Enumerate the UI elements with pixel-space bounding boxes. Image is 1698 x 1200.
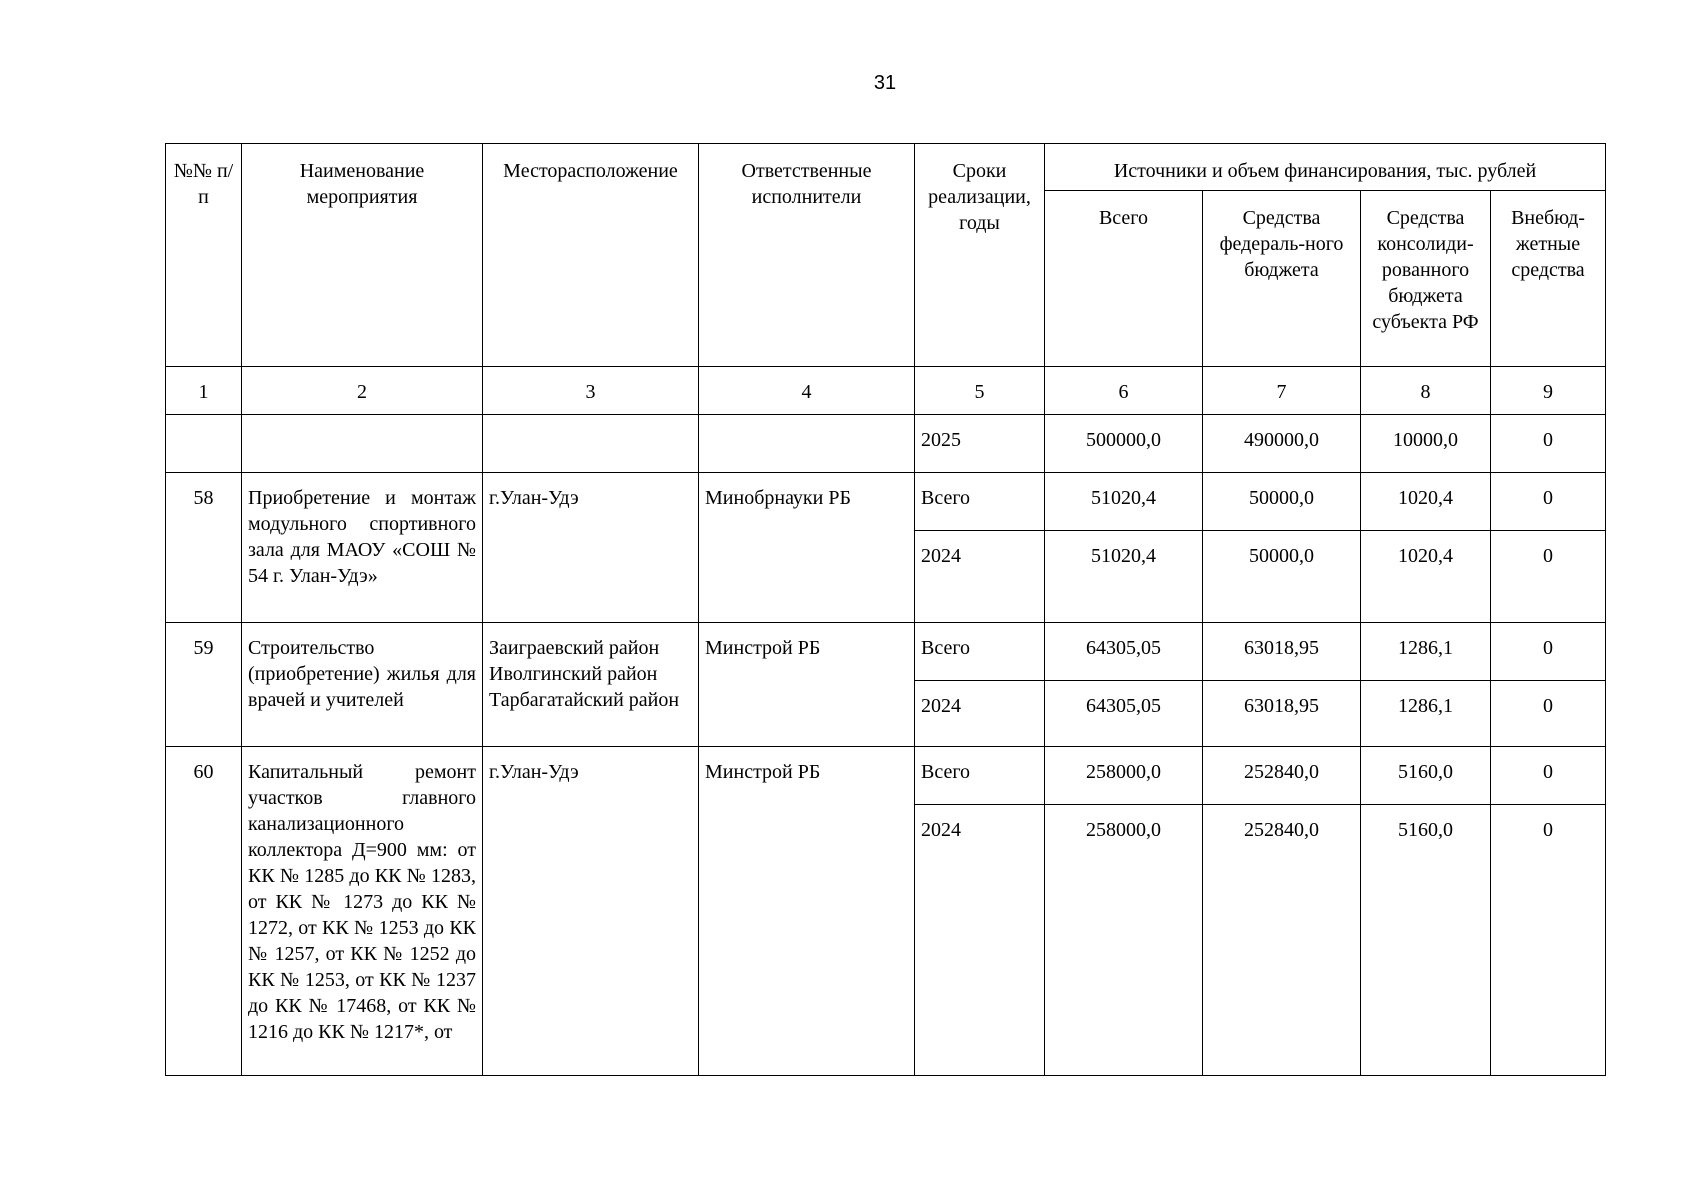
header-executors: Ответственные исполнители (699, 144, 915, 367)
header-location: Месторасположение (483, 144, 699, 367)
header-total: Всего (1045, 191, 1203, 367)
table-row (166, 623, 1606, 681)
period-cell: Всего (915, 747, 1045, 805)
total-cell: 258000,0 (1045, 747, 1203, 805)
column-number: 2 (242, 367, 483, 415)
item-num: 58 (166, 473, 242, 623)
header-extra: Внебюд-жетные средства (1491, 191, 1606, 367)
empty-cell (242, 415, 483, 473)
total-cell: 64305,05 (1045, 623, 1203, 681)
extra-cell: 0 (1491, 415, 1606, 473)
column-number: 1 (166, 367, 242, 415)
regional-cell: 1286,1 (1361, 623, 1491, 681)
federal-cell: 63018,95 (1203, 681, 1361, 747)
column-number: 6 (1045, 367, 1203, 415)
continuation-row (166, 415, 1606, 473)
item-executor: Минстрой РБ (699, 747, 915, 1076)
item-location: Заиграевский район Иволгинский район Тарбагатайский район (483, 623, 699, 747)
column-number: 7 (1203, 367, 1361, 415)
item-executor: Минобрнауки РБ (699, 473, 915, 623)
table-row (166, 473, 1606, 531)
column-number: 4 (699, 367, 915, 415)
period-cell: 2025 (915, 415, 1045, 473)
header-name: Наименование мероприятия (242, 144, 483, 367)
item-name: Приобретение и монтаж модульного спортивного зала для МАОУ «СОШ № 54 г. Улан-Удэ» (242, 473, 483, 623)
federal-cell: 252840,0 (1203, 805, 1361, 1076)
header-regional: Средства консолиди-рованного бюджета субъекта РФ (1361, 191, 1491, 367)
regional-cell: 1286,1 (1361, 681, 1491, 747)
empty-cell (699, 415, 915, 473)
extra-cell: 0 (1491, 805, 1606, 1076)
item-location: г.Улан-Удэ (483, 747, 699, 1076)
empty-cell (166, 415, 242, 473)
header-financing: Источники и объем финансирования, тыс. рублей (1045, 144, 1606, 191)
empty-cell (483, 415, 699, 473)
header-period: Сроки реализации, годы (915, 144, 1045, 367)
extra-cell: 0 (1491, 747, 1606, 805)
header-federal: Средства федераль-ного бюджета (1203, 191, 1361, 367)
period-cell: 2024 (915, 681, 1045, 747)
financing-table (165, 143, 1606, 1076)
column-number: 9 (1491, 367, 1606, 415)
item-name: Строительство (приобретение) жилья для врачей и учителей (242, 623, 483, 747)
federal-cell: 252840,0 (1203, 747, 1361, 805)
regional-cell: 5160,0 (1361, 747, 1491, 805)
item-location: г.Улан-Удэ (483, 473, 699, 623)
period-cell: Всего (915, 473, 1045, 531)
extra-cell: 0 (1491, 531, 1606, 623)
page-number: 31 (873, 72, 897, 94)
regional-cell: 1020,4 (1361, 473, 1491, 531)
total-cell: 258000,0 (1045, 805, 1203, 1076)
item-num: 59 (166, 623, 242, 747)
extra-cell: 0 (1491, 623, 1606, 681)
regional-cell: 5160,0 (1361, 805, 1491, 1076)
item-num: 60 (166, 747, 242, 1076)
total-cell: 51020,4 (1045, 473, 1203, 531)
federal-cell: 63018,95 (1203, 623, 1361, 681)
regional-cell: 1020,4 (1361, 531, 1491, 623)
federal-cell: 50000,0 (1203, 473, 1361, 531)
total-cell: 51020,4 (1045, 531, 1203, 623)
header-row (166, 144, 1606, 191)
column-number: 3 (483, 367, 699, 415)
federal-cell: 490000,0 (1203, 415, 1361, 473)
extra-cell: 0 (1491, 473, 1606, 531)
federal-cell: 50000,0 (1203, 531, 1361, 623)
period-cell: 2024 (915, 531, 1045, 623)
table-row (166, 747, 1606, 805)
item-name: Капитальный ремонт участков главного канализационного коллектора Д=900 мм: от КК № 1285 до КК № 1283, от КК № 1273 до КК № 1272, от КК № 1253 до КК № 1257, от КК № 1252 до КК № 1253, от КК № 1237 до КК № 17468, от КК № 1216 до КК № 1217*, от (242, 747, 483, 1076)
column-numbers-row (166, 367, 1606, 415)
period-cell: 2024 (915, 805, 1045, 1076)
column-number: 5 (915, 367, 1045, 415)
column-number: 8 (1361, 367, 1491, 415)
total-cell: 64305,05 (1045, 681, 1203, 747)
item-executor: Минстрой РБ (699, 623, 915, 747)
total-cell: 500000,0 (1045, 415, 1203, 473)
period-cell: Всего (915, 623, 1045, 681)
extra-cell: 0 (1491, 681, 1606, 747)
regional-cell: 10000,0 (1361, 415, 1491, 473)
header-num: №№ п/п (166, 144, 242, 367)
